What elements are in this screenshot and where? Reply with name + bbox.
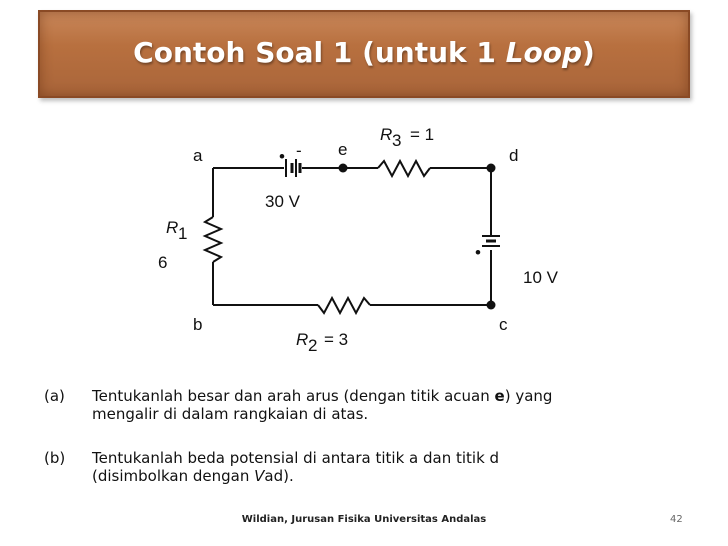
title-end: ): [582, 36, 595, 69]
r2-symbol: R: [296, 330, 309, 349]
label-node-e: e: [338, 140, 348, 159]
r2-subscript: 2: [308, 336, 318, 355]
label-node-d: d: [509, 146, 519, 165]
resistor-r1: [205, 217, 221, 262]
label-node-c: c: [499, 315, 508, 334]
question-a-line1-post: ) yang: [504, 387, 553, 405]
r1-subscript: 1: [178, 224, 188, 243]
battery-10v-value: 10 V: [523, 268, 558, 287]
label-node-b: b: [193, 315, 203, 334]
label-node-a: a: [193, 146, 203, 165]
battery-30v-plus: •: [279, 147, 285, 166]
question-b-line2-pre: (disimbolkan dengan: [92, 467, 255, 485]
battery-30v-value: 30 V: [265, 192, 300, 211]
r2-value: = 3: [324, 330, 349, 349]
r3-symbol: R: [380, 125, 393, 144]
question-a-bold: e: [494, 387, 505, 405]
r3-subscript: 3: [392, 131, 402, 150]
question-a-line1-pre: Tentukanlah besar dan arah arus (dengan titik acuan: [92, 387, 495, 405]
battery-30v-minus: -: [296, 141, 302, 160]
node-e: [339, 164, 348, 173]
question-a-tag: (a): [44, 387, 65, 405]
resistor-r2: [318, 298, 370, 313]
question-b-text: [92, 449, 692, 485]
question-a-text: [92, 387, 692, 423]
r1-symbol: R: [166, 218, 179, 237]
title-italic: Loop: [505, 36, 583, 69]
question-a-line2: mengalir di dalam rangkaian di atas.: [92, 405, 369, 423]
question-b-line1: Tentukanlah beda potensial di antara titik a dan titik d: [92, 449, 500, 467]
page-number: 42: [670, 514, 683, 525]
node-c: [487, 301, 496, 310]
footer-credit: Wildian, Jurusan Fisika Universitas Andalas: [241, 514, 487, 525]
resistor-r3: [378, 161, 430, 176]
question-b-tag: (b): [44, 449, 66, 467]
battery-10v-plus: •: [475, 243, 481, 262]
question-b-italic: V: [254, 467, 265, 485]
battery-10v: [482, 236, 500, 246]
r1-value: 6: [158, 253, 168, 272]
node-d: [487, 164, 496, 173]
battery-30v: [286, 159, 300, 177]
title-main: Contoh Soal 1 (untuk 1: [133, 36, 506, 69]
r3-value: = 1: [410, 125, 435, 144]
question-b-line2-post: ad).: [264, 467, 294, 485]
